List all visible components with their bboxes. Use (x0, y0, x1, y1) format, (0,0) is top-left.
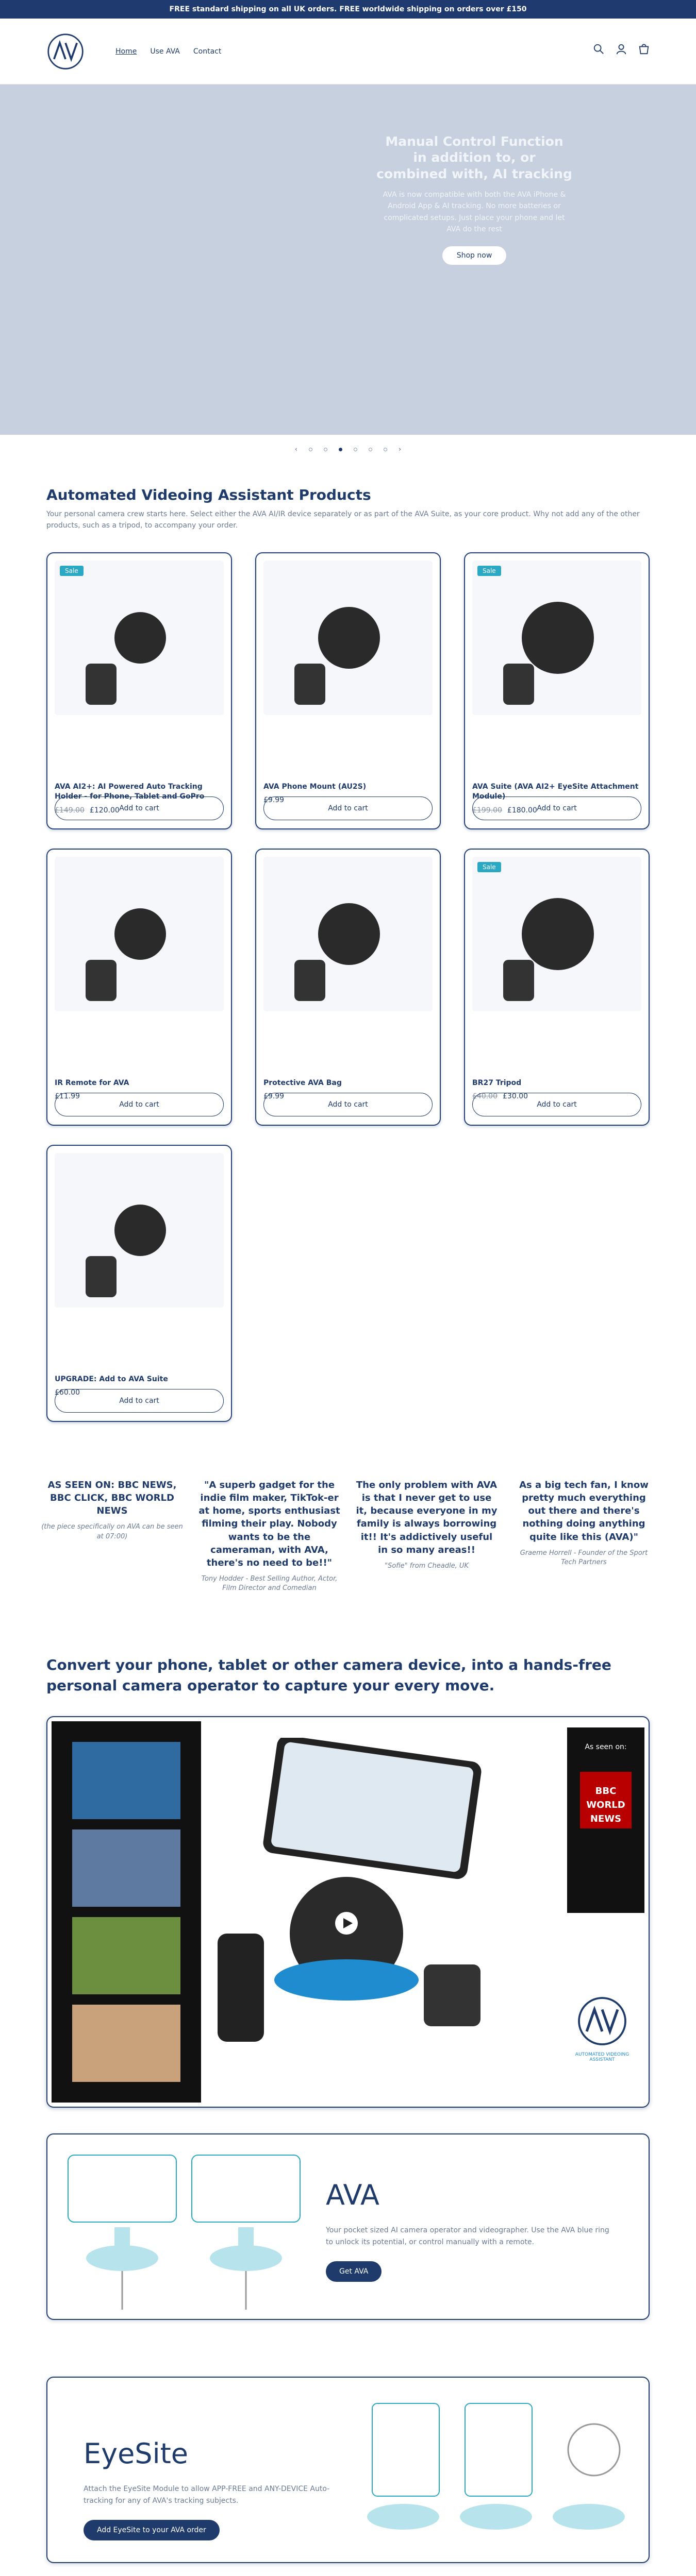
convert-title: Convert your phone, tablet or other camera device, into a hands-free personal camera operator to capture your every move. (46, 1656, 611, 1694)
ava-device-image (218, 1738, 486, 2057)
product-image[interactable] (472, 857, 641, 1011)
testimonial-quote: The only problem with AVA is that I never get to use it, because everyone in my family is always borrowing it!! It's addictively useful in so many areas!! (356, 1479, 498, 1555)
film-strip-image (52, 1721, 201, 2103)
testimonial (513, 1479, 655, 1594)
add-to-cart-button[interactable]: Add to cart (55, 1093, 224, 1116)
add-eyesite-button[interactable]: Add EyeSite to your AVA order (84, 2520, 220, 2540)
main-nav (115, 45, 221, 58)
current-price: £60.00 (55, 1388, 80, 1397)
eyesite-section (46, 2377, 650, 2563)
current-price: £11.99 (55, 1092, 80, 1101)
announcement-bar (0, 0, 696, 19)
products-title: Automated Videoing Assistant Products (46, 486, 371, 503)
as-seen-text: As seen on: (585, 1742, 627, 1751)
eyesite-sketch-image (357, 2383, 645, 2558)
search-icon[interactable] (593, 43, 604, 55)
sale-badge: Sale (477, 862, 501, 872)
testimonials (0, 1479, 696, 1594)
product-image[interactable] (472, 561, 641, 715)
product-name[interactable]: Protective AVA Bag (263, 1078, 342, 1087)
hero-title: Manual Control Function in addition to, or combined with, AI tracking (376, 134, 572, 181)
original-price: £199.00 (472, 806, 502, 815)
hero-slideshow (0, 84, 696, 453)
add-to-cart-button[interactable]: Add to cart (263, 796, 433, 820)
product-name[interactable]: BR27 Tripod (472, 1078, 522, 1087)
announcement-text: FREE standard shipping on all UK orders. FREE worldwide shipping on orders over £150 (169, 5, 527, 13)
testimonial (41, 1479, 183, 1594)
testimonial-quote: "A superb gadget for the indie film maker, TikTok-er at home, sports enthusiast filming their play. Nobody wants to be the cameraman, with AVA, there's no need to be!!" (198, 1479, 340, 1568)
current-price: £180.00 (507, 806, 537, 815)
ava-title: AVA (326, 2178, 379, 2211)
product-name[interactable]: UPGRADE: Add to AVA Suite (55, 1375, 168, 1383)
cart-icon[interactable] (638, 43, 650, 55)
testimonial-author: Tony Hodder - Best Selling Author, Actor, Film Director and Comedian (201, 1575, 338, 1592)
slide-dot[interactable] (369, 448, 372, 451)
nav-contact[interactable]: Contact (193, 47, 222, 56)
testimonial-quote: As a big tech fan, I know pretty much everything out there and there's nothing doing anything quite like this (AVA)" (519, 1479, 649, 1543)
shop-now-button[interactable]: Shop now (442, 246, 507, 265)
sale-badge: Sale (60, 566, 84, 576)
testimonial (356, 1479, 498, 1594)
add-to-cart-button[interactable]: Add to cart (55, 1389, 224, 1413)
products-subtitle: Your personal camera crew starts here. Select either the AVA AI/IR device separately or as part of the AVA Suite, as your core product. Why not add any of the other products, such as a tripod, to accompany your order. (46, 510, 640, 530)
bbc-world-news-logo (580, 1772, 632, 1828)
testimonial-author: (the piece specifically on AVA can be seen at 07:00) (41, 1523, 183, 1540)
get-ava-button[interactable]: Get AVA (326, 2261, 382, 2282)
product-card[interactable] (46, 1145, 232, 1422)
slide-dot[interactable] (309, 448, 312, 451)
add-to-cart-button[interactable]: Add to cart (472, 796, 641, 820)
hero-text: AVA is now compatible with both the AVA iPhone & Android App & AI tracking. No more batteries or complicated setups. Just place your phone and let AVA do the rest (383, 190, 566, 233)
ava-logo (576, 1995, 628, 2047)
product-name[interactable]: IR Remote for AVA (55, 1078, 129, 1087)
product-image[interactable] (55, 561, 224, 715)
ava-logo[interactable] (46, 32, 85, 71)
slide-dot[interactable] (384, 448, 387, 451)
slide-dot[interactable] (354, 448, 357, 451)
bbc-text: BBC (595, 1785, 617, 1797)
testimonial-author: Graeme Horrell - Founder of the Sport Tech Partners (520, 1549, 648, 1566)
product-card[interactable] (46, 849, 232, 1126)
current-price: £120.00 (89, 806, 120, 815)
site-header (0, 19, 696, 84)
product-card[interactable] (46, 552, 232, 829)
slide-dot-active[interactable] (339, 448, 342, 451)
eyesite-text: Attach the EyeSite Module to allow APP-FREE and ANY-DEVICE Auto-tracking for any of AVA's tracking subjects. (84, 2485, 330, 2505)
add-to-cart-button[interactable]: Add to cart (55, 796, 224, 820)
add-to-cart-button[interactable]: Add to cart (263, 1093, 433, 1116)
product-image[interactable] (263, 561, 433, 715)
feature-banner (46, 1716, 650, 2108)
eyesite-title: EyeSite (84, 2437, 188, 2470)
current-price: £9.99 (263, 1092, 285, 1101)
testimonial-quote: AS SEEN ON: BBC NEWS, BBC CLICK, BBC WORLD NEWS (47, 1479, 177, 1517)
logo-caption: AUTOMATED VIDEOING ASSISTANT (575, 2052, 629, 2062)
product-image[interactable] (263, 857, 433, 1011)
product-name[interactable]: AVA AI2+: AI Powered Auto Tracking Holder - for Phone, Tablet and GoPro (55, 782, 205, 801)
as-seen-on-panel (567, 1727, 644, 1913)
world-news-text: WORLD NEWS (586, 1799, 625, 1824)
product-card[interactable] (464, 849, 650, 1126)
testimonial-author: "Sofie" from Cheadle, UK (385, 1562, 469, 1570)
convert-section (0, 1655, 696, 2576)
product-card[interactable] (255, 849, 441, 1126)
ava-section (46, 2133, 650, 2320)
slide-dot[interactable] (324, 448, 327, 451)
current-price: £30.00 (503, 1092, 528, 1101)
account-icon[interactable] (616, 43, 627, 55)
next-slide-icon[interactable]: › (399, 446, 402, 453)
products-section (0, 486, 696, 1422)
original-price: £149.00 (55, 806, 85, 815)
nav-use-ava[interactable]: Use AVA (150, 47, 180, 56)
add-to-cart-button[interactable]: Add to cart (472, 1093, 641, 1116)
testimonial (198, 1479, 340, 1594)
slideshow-controls (0, 446, 696, 453)
product-card[interactable] (255, 552, 441, 829)
ava-text: Your pocket sized AI camera operator and videographer. Use the AVA blue ring to unlock its potential, or control manually with a remote. (326, 2226, 609, 2246)
product-card[interactable] (464, 552, 650, 829)
ava-sketch-image (53, 2140, 310, 2315)
product-grid (46, 552, 650, 1422)
product-image[interactable] (55, 857, 224, 1011)
nav-home[interactable]: Home (115, 47, 137, 56)
current-price: £9.99 (263, 796, 285, 805)
product-image[interactable] (55, 1153, 224, 1308)
product-name[interactable]: AVA Suite (AVA AI2+ EyeSite Attachment Module) (472, 782, 639, 801)
original-price: £40.00 (472, 1092, 498, 1101)
sale-badge: Sale (477, 566, 501, 576)
prev-slide-icon[interactable]: ‹ (294, 446, 297, 453)
product-name[interactable]: AVA Phone Mount (AU2S) (263, 782, 367, 791)
